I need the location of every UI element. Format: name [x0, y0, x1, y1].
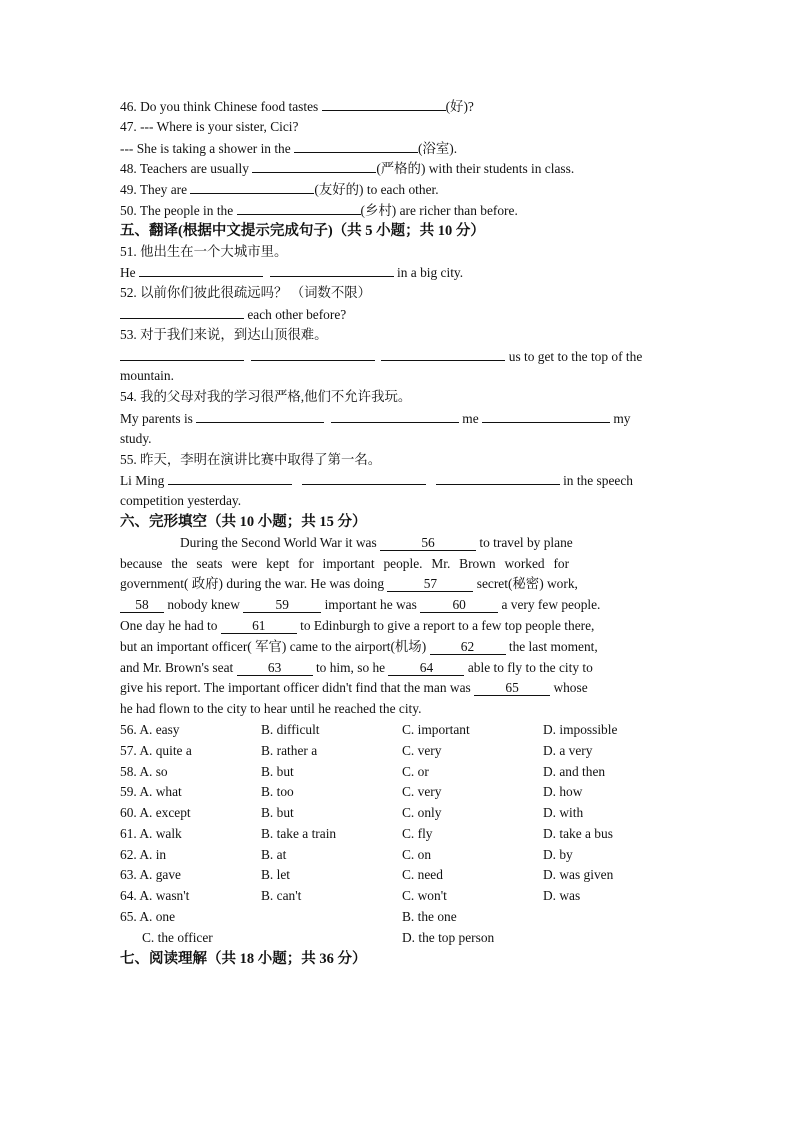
question-54-chinese: 54. 我的父母对我的学习很严格,他们不允许我玩。	[120, 389, 412, 405]
option[interactable]: B. the one	[402, 909, 457, 925]
section-7-title: 七、阅读理解（共 18 小题；共 36 分）	[120, 950, 367, 967]
cloze-blank-56[interactable]: 56	[380, 536, 476, 551]
option[interactable]: C. very	[402, 784, 442, 800]
question-47: --- She is taking a shower in the (浴室).	[120, 138, 676, 159]
cloze-passage-line: because the seats were kept for important people. Mr. Brown worked for	[120, 555, 570, 571]
question-54-continued: study.	[120, 430, 152, 446]
option[interactable]: C. only	[402, 805, 442, 821]
cloze-options	[120, 720, 676, 907]
option[interactable]: C. need	[402, 867, 443, 883]
option[interactable]: B. but	[261, 763, 294, 779]
cloze-passage-line: One day he had to 61 to Edinburgh to give a report to a few top people there,	[120, 617, 595, 633]
option[interactable]: 58. A. so	[120, 763, 168, 779]
option[interactable]: D. how	[543, 784, 583, 800]
option[interactable]: D. take a bus	[543, 825, 613, 841]
option[interactable]: 64. A. wasn't	[120, 888, 190, 904]
cloze-blank-58[interactable]: 58	[120, 598, 164, 613]
answer-blank[interactable]	[190, 179, 314, 194]
question-49: 49. They are (友好的) to each other.	[120, 179, 676, 200]
cloze-passage-line: government( 政府) during the war. He was doing 57 secret(秘密) work,	[120, 576, 578, 592]
cloze-blank-63[interactable]: 63	[237, 661, 313, 676]
answer-blank[interactable]	[196, 408, 324, 423]
option[interactable]: D. by	[543, 846, 573, 862]
option[interactable]: B. let	[261, 867, 291, 883]
cloze-blank-61[interactable]: 61	[221, 619, 297, 634]
answer-blank[interactable]	[139, 262, 263, 277]
question-51: He in a big city.	[120, 262, 676, 283]
answer-blank[interactable]	[331, 408, 459, 423]
option[interactable]: D. a very	[543, 742, 593, 758]
option[interactable]: D. the top person	[402, 929, 495, 945]
cloze-passage-line: give his report. The important officer didn't find that the man was 65 whose	[120, 680, 588, 696]
question-53: us to get to the top of the	[120, 346, 676, 367]
option[interactable]: 56. A. easy	[120, 721, 180, 737]
option[interactable]: 63. A. gave	[120, 867, 181, 883]
option[interactable]: 57. A. quite a	[120, 742, 192, 758]
worksheet-page	[120, 96, 676, 969]
cloze-passage-line: he had flown to the city to hear until he reached the city.	[120, 701, 422, 717]
option[interactable]: D. with	[543, 805, 584, 821]
answer-blank[interactable]	[252, 158, 376, 173]
answer-blank[interactable]	[381, 346, 505, 361]
question-46: 46. Do you think Chinese food tastes (好)?	[120, 96, 676, 117]
answer-blank[interactable]	[294, 138, 418, 153]
question-51-chinese: 51. 他出生在一个大城市里。	[120, 243, 288, 259]
option[interactable]: B. can't	[261, 888, 302, 904]
question-55: Li Ming in the speech	[120, 470, 676, 491]
question-55-continued: competition yesterday.	[120, 493, 242, 509]
option[interactable]: 61. A. walk	[120, 825, 182, 841]
section-6-title: 六、完形填空（共 10 小题；共 15 分）	[120, 513, 367, 530]
cloze-blank-60[interactable]: 60	[420, 598, 498, 613]
answer-blank[interactable]	[436, 470, 560, 485]
answer-blank[interactable]	[270, 262, 394, 277]
answer-blank[interactable]	[322, 96, 446, 111]
cloze-blank-62[interactable]: 62	[430, 640, 506, 655]
option[interactable]: C. important	[402, 721, 470, 737]
question-53-chinese: 53. 对于我们来说，到达山顶很难。	[120, 326, 328, 342]
cloze-blank-64[interactable]: 64	[388, 661, 464, 676]
cloze-blank-59[interactable]: 59	[243, 598, 321, 613]
cloze-blank-65[interactable]: 65	[474, 681, 550, 696]
option[interactable]: C. or	[402, 763, 429, 779]
option[interactable]: B. but	[261, 805, 294, 821]
question-50: 50. The people in the (乡村) are richer than before.	[120, 200, 676, 221]
answer-blank[interactable]	[120, 304, 244, 319]
question-47-prompt: 47. --- Where is your sister, Cici?	[120, 118, 299, 134]
answer-blank[interactable]	[237, 200, 361, 215]
option[interactable]: C. fly	[402, 825, 433, 841]
cloze-passage-line: and Mr. Brown's seat 63 to him, so he 64 able to fly to the city to	[120, 659, 593, 675]
option[interactable]: C. the officer	[142, 929, 213, 945]
option[interactable]: C. won't	[402, 888, 447, 904]
section-5-title: 五、翻译(根据中文提示完成句子)（共 5 小题；共 10 分）	[120, 222, 485, 239]
option[interactable]: 59. A. what	[120, 784, 182, 800]
answer-blank[interactable]	[120, 346, 244, 361]
option[interactable]: B. take a train	[261, 825, 337, 841]
cloze-options-65	[120, 907, 676, 949]
cloze-passage-line: 58 nobody knew 59 important he was 60 a very few people.	[120, 595, 676, 616]
cloze-blank-57[interactable]: 57	[387, 577, 473, 592]
answer-blank[interactable]	[302, 470, 426, 485]
question-48: 48. Teachers are usually (严格的) with their students in class.	[120, 158, 676, 179]
option[interactable]: B. too	[261, 784, 294, 800]
option[interactable]: D. was	[543, 888, 581, 904]
option[interactable]: B. at	[261, 846, 287, 862]
question-54: My parents is me my	[120, 408, 676, 429]
question-52-chinese: 52. 以前你们彼此很疏远吗？ （词数不限）	[120, 285, 372, 301]
cloze-passage-line: but an important officer( 军官) came to the airport(机场) 62 the last moment,	[120, 638, 598, 654]
option[interactable]: D. and then	[543, 763, 606, 779]
option[interactable]: B. rather a	[261, 742, 318, 758]
option[interactable]: D. impossible	[543, 721, 618, 737]
question-55-chinese: 55. 昨天，李明在演讲比赛中取得了第一名。	[120, 451, 382, 467]
option[interactable]: 62. A. in	[120, 846, 167, 862]
option[interactable]: 60. A. except	[120, 805, 191, 821]
cloze-passage-line: During the Second World War it was 56 to travel by plane	[180, 534, 573, 550]
answer-blank[interactable]	[168, 470, 292, 485]
option[interactable]: B. difficult	[261, 721, 320, 737]
option[interactable]: D. was given	[543, 867, 614, 883]
question-52: each other before?	[120, 304, 676, 325]
answer-blank[interactable]	[482, 408, 610, 423]
option[interactable]: C. very	[402, 742, 442, 758]
option[interactable]: C. on	[402, 846, 432, 862]
option[interactable]: 65. A. one	[120, 909, 176, 925]
answer-blank[interactable]	[251, 346, 375, 361]
question-53-continued: mountain.	[120, 368, 174, 384]
